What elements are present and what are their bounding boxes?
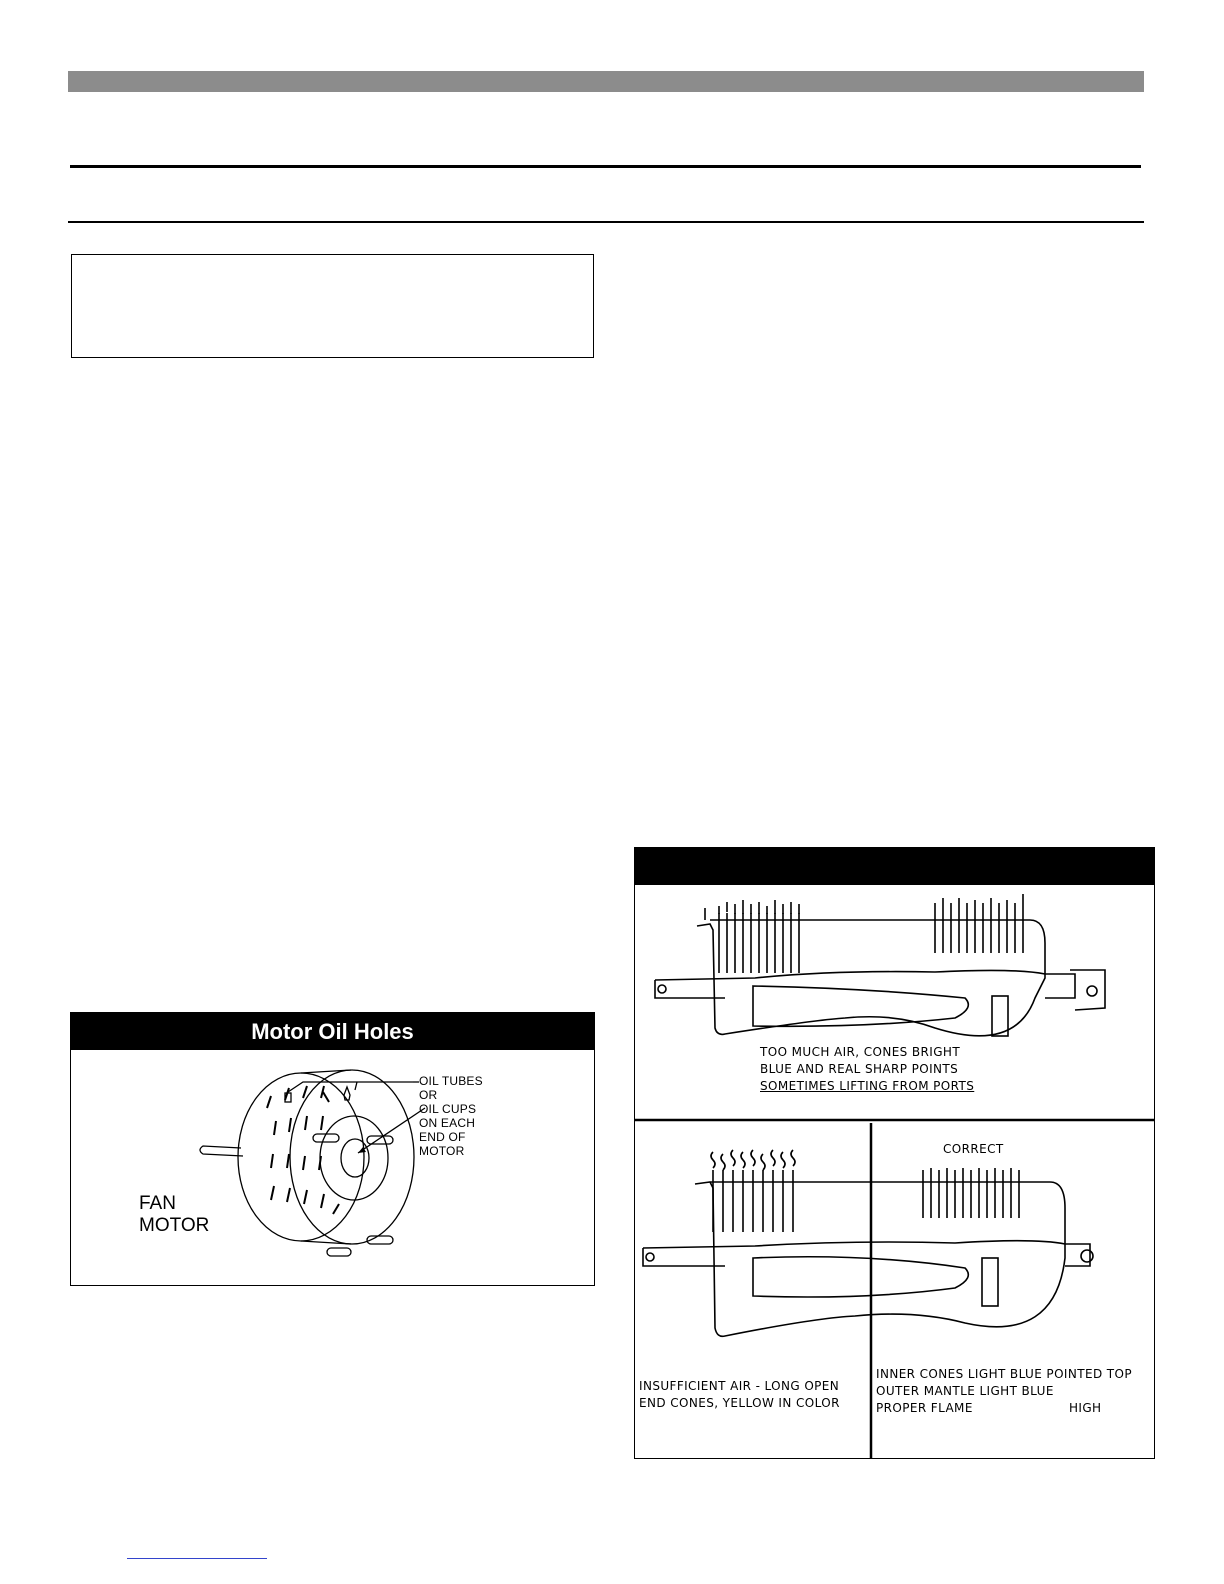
oil-tubes-callout bbox=[419, 1074, 483, 1158]
caption-line: INSUFFICIENT AIR - LONG OPEN bbox=[639, 1379, 840, 1393]
callout-line: END OF bbox=[419, 1130, 466, 1144]
caption-line: END CONES, YELLOW IN COLOR bbox=[639, 1396, 840, 1410]
too-much-air-caption bbox=[760, 1044, 974, 1095]
insufficient-air-caption bbox=[639, 1378, 840, 1412]
callout-line: OIL CUPS bbox=[419, 1102, 477, 1116]
fan-motor-illustration bbox=[71, 1050, 594, 1285]
header-bar bbox=[68, 71, 1144, 92]
caption-line: INNER CONES LIGHT BLUE POINTED TOP bbox=[876, 1367, 1133, 1381]
callout-line: OIL TUBES bbox=[419, 1074, 483, 1088]
callout-line: MOTOR bbox=[419, 1144, 465, 1158]
high-label: HIGH bbox=[1069, 1401, 1102, 1415]
footer-link-underline bbox=[127, 1558, 267, 1559]
fan-motor-label bbox=[139, 1193, 209, 1237]
callout-line: ON EACH bbox=[419, 1116, 476, 1130]
motor-figure-title: Motor Oil Holes bbox=[71, 1013, 594, 1050]
fan-label-line: MOTOR bbox=[139, 1215, 210, 1236]
caption-line: SOMETIMES LIFTING FROM PORTS bbox=[760, 1079, 975, 1093]
motor-oil-holes-figure bbox=[70, 1012, 595, 1286]
note-box bbox=[71, 254, 594, 358]
section-rule-top bbox=[70, 165, 1141, 168]
caption-line: OUTER MANTLE LIGHT BLUE bbox=[876, 1384, 1054, 1398]
fan-label-line: FAN bbox=[139, 1193, 176, 1214]
caption-line: PROPER FLAME bbox=[876, 1401, 973, 1415]
burner-flame-figure bbox=[634, 847, 1155, 1459]
correct-label: CORRECT bbox=[943, 1142, 1004, 1156]
section-rule-bottom bbox=[68, 221, 1144, 223]
caption-line: BLUE AND REAL SHARP POINTS bbox=[760, 1062, 959, 1076]
caption-line: TOO MUCH AIR, CONES BRIGHT bbox=[760, 1045, 961, 1059]
callout-line: OR bbox=[419, 1088, 438, 1102]
